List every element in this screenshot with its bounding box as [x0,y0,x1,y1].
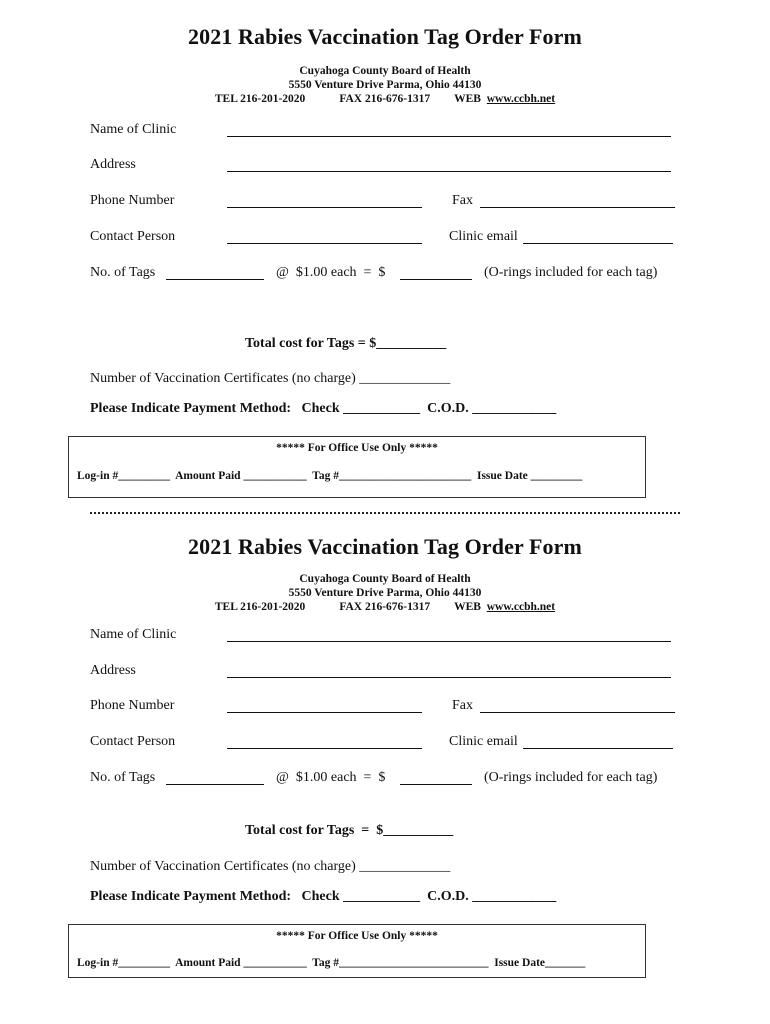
phone-number-label: Phone Number [90,698,175,713]
form-title: 2021 Rabies Vaccination Tag Order Form [188,24,582,49]
fax-field[interactable] [480,207,675,208]
phone-number-field[interactable] [227,207,422,208]
contact-person-label: Contact Person [90,229,176,244]
phone-number-label: Phone Number [90,193,175,208]
no-of-tags-label: No. of Tags [90,265,156,280]
name-of-clinic-label: Name of Clinic [90,122,177,137]
organization-name: Cuyahoga County Board of Health [299,65,471,77]
fax-label: Fax [452,698,473,713]
price-per-tag: @ $1.00 each = $ [276,265,386,280]
form-title: 2021 Rabies Vaccination Tag Order Form [188,534,582,559]
office-use-box [68,436,646,498]
fax-number: FAX 216-676-1317 [339,93,431,105]
contact-person-field[interactable] [227,243,422,244]
fax-field[interactable] [480,712,675,713]
office-use-title: ***** For Office Use Only ***** [276,930,438,942]
clinic-email-field[interactable] [523,243,673,244]
clinic-email-label: Clinic email [449,734,518,749]
phone-number-field[interactable] [227,712,422,713]
no-of-tags-field[interactable] [166,784,264,785]
tag-subtotal-field[interactable] [400,279,472,280]
name-of-clinic-label: Name of Clinic [90,627,177,642]
total-cost[interactable]: Total cost for Tags = $__________ [245,336,447,351]
tag-subtotal-field[interactable] [400,784,472,785]
office-use-box [68,924,646,978]
web-link[interactable]: www.ccbh.net [486,601,556,613]
organization-address: 5550 Venture Drive Parma, Ohio 44130 [288,587,482,599]
contact-info [0,93,770,105]
orings-note: (O-rings included for each tag) [484,265,658,280]
office-use-fields: Log-in #_________ Amount Paid ___________ Tag #_______________________ Issue Date _________ [77,470,583,482]
address-label: Address [90,663,136,678]
vaccination-certificates[interactable]: Number of Vaccination Certificates (no charge) _____________ [90,859,451,874]
organization-address: 5550 Venture Drive Parma, Ohio 44130 [288,79,482,91]
contact-person-field[interactable] [227,748,422,749]
vaccination-certificates[interactable]: Number of Vaccination Certificates (no charge) _____________ [90,371,451,386]
orings-note: (O-rings included for each tag) [484,770,658,785]
payment-method[interactable]: Please Indicate Payment Method: Check ___________ C.O.D. ____________ [90,889,557,904]
office-use-fields: Log-in #_________ Amount Paid ___________ Tag #__________________________ Issue Date_______ [77,957,586,969]
address-field[interactable] [227,677,671,678]
web-label: WEB [454,93,481,105]
address-field[interactable] [227,171,671,172]
web-label: WEB [454,601,481,613]
cut-line-divider [90,512,680,514]
telephone: TEL 216-201-2020 [214,601,306,613]
telephone: TEL 216-201-2020 [214,93,306,105]
web-link[interactable]: www.ccbh.net [486,93,556,105]
contact-person-label: Contact Person [90,734,176,749]
payment-method[interactable]: Please Indicate Payment Method: Check ___________ C.O.D. ____________ [90,401,557,416]
clinic-email-label: Clinic email [449,229,518,244]
no-of-tags-label: No. of Tags [90,770,156,785]
organization-name: Cuyahoga County Board of Health [299,573,471,585]
fax-label: Fax [452,193,473,208]
clinic-email-field[interactable] [523,748,673,749]
no-of-tags-field[interactable] [166,279,264,280]
price-per-tag: @ $1.00 each = $ [276,770,386,785]
contact-info [0,601,770,613]
name-of-clinic-field[interactable] [227,641,671,642]
total-cost[interactable]: Total cost for Tags = $__________ [245,823,454,838]
fax-number: FAX 216-676-1317 [339,601,431,613]
address-label: Address [90,157,136,172]
name-of-clinic-field[interactable] [227,136,671,137]
office-use-title: ***** For Office Use Only ***** [276,442,438,454]
